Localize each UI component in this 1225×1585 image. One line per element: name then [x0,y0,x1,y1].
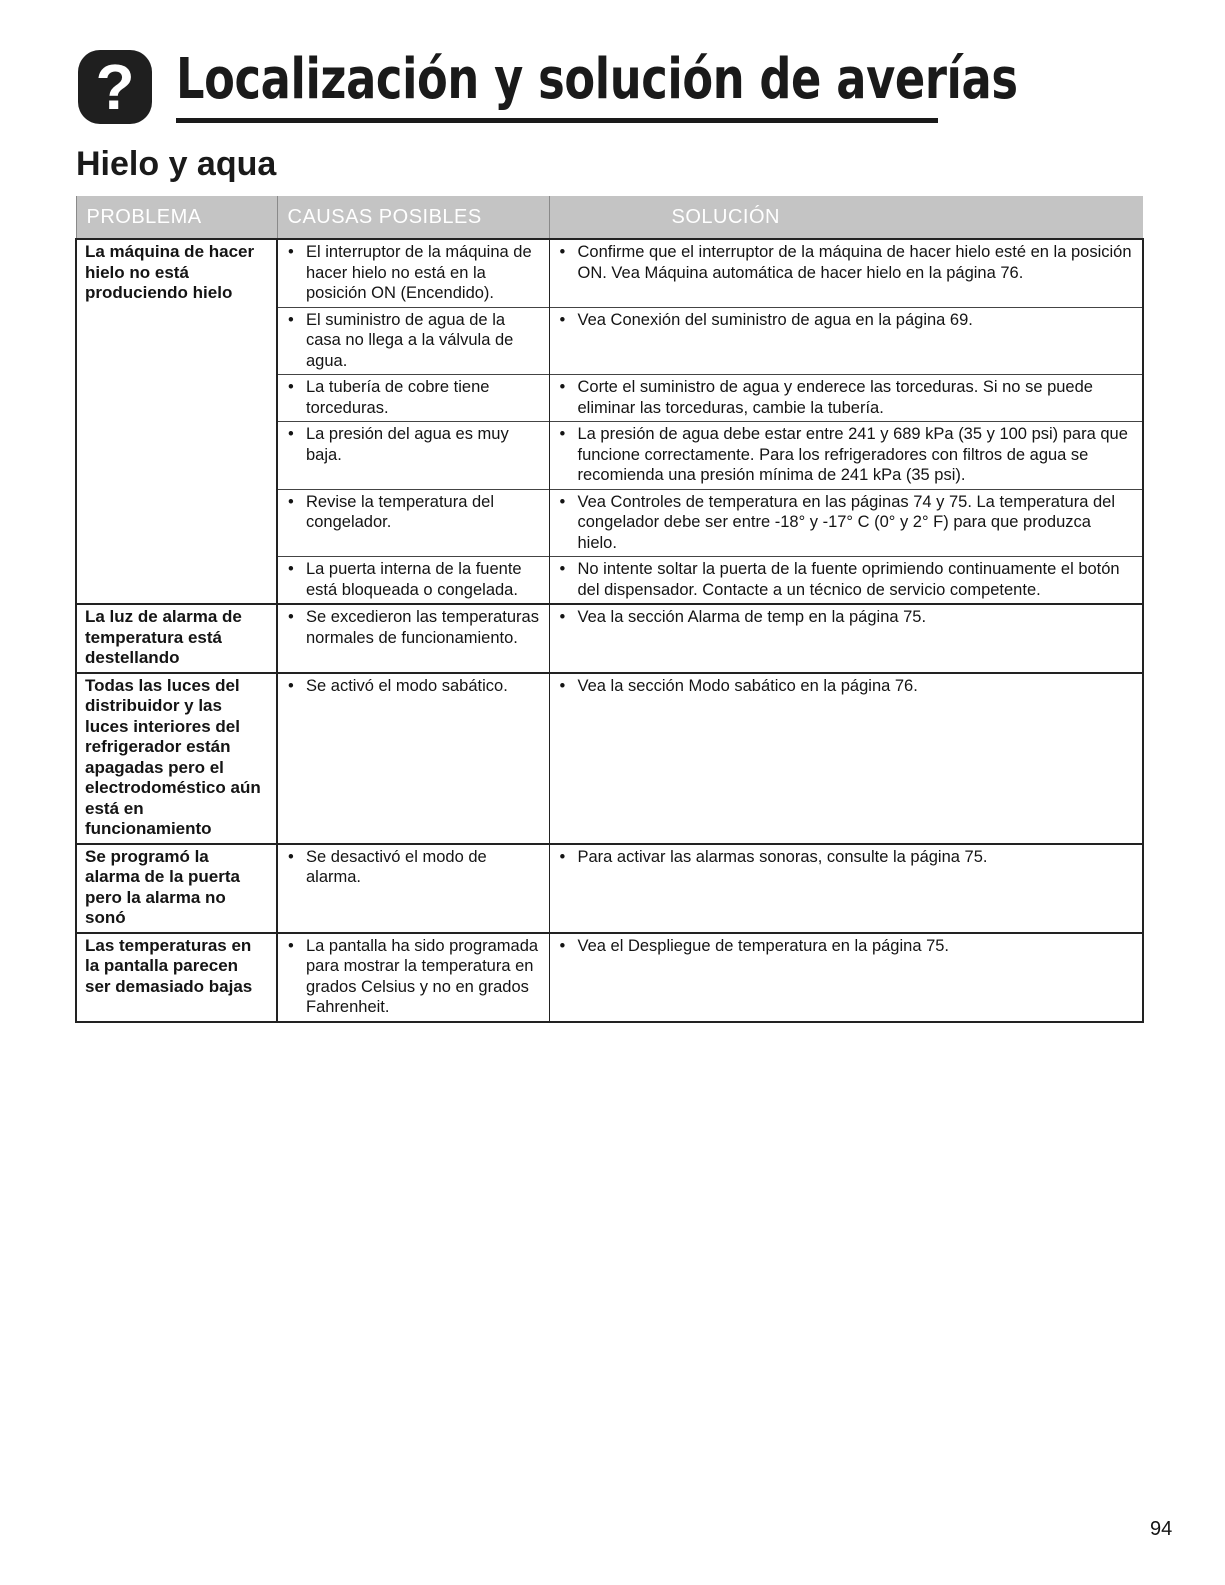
bullet: • [288,243,294,261]
bullet: • [288,608,294,626]
cause-cell [277,844,549,933]
bullet: • [559,378,566,396]
solution-text: Vea la sección Modo sabático en la página 76. [577,676,918,695]
bullet: • [288,310,294,329]
cause-text: Se activó el modo sabático. [306,676,508,695]
table-row [76,933,1143,1022]
solution-text: La presión de agua debe estar entre 241 y 689 kPa (35 y 100 psi) para que funcione correctamente. Para los refrigeradores con filtros de agua se recomienda una presión mínima de 241 kPa (35 psi). [577,425,1128,484]
cause-text: Se excedieron las temperaturas normales de funcionamiento. [306,608,539,647]
solution-text: No intente soltar la puerta de la fuente oprimiendo continuamente el botón del dispensador. Contacte a un técnico de servicio competente. [577,560,1120,599]
bullet: • [288,847,294,866]
bullet: • [559,492,566,511]
troubleshooting-table [75,196,1144,1023]
problem-cell: La luz de alarma de temperatura está destellando [76,604,277,673]
section-title: Hielo y aqua [76,145,277,183]
cause-cell [277,673,549,844]
bullet: • [288,676,294,695]
header-problem: PROBLEMA [76,196,277,239]
page-title: Localización y solución de averías [176,47,1018,112]
bullet: • [288,560,294,578]
cause-text: Revise la temperatura del congelador. [306,492,495,531]
bullet: • [559,310,566,329]
solution-cell [549,933,1143,1022]
title-underline [176,118,938,123]
solution-cell [549,239,1143,307]
bullet: • [559,425,566,443]
problem-cell: Todas las luces del distribuidor y las luces interiores del refrigerador están apagadas pero el electrodoméstico aún está en funcionamiento [76,673,277,844]
header-causes: CAUSAS POSIBLES [277,196,549,239]
cause-cell [277,307,549,375]
table-row [76,239,1143,307]
page-number: 94 [1150,1518,1173,1540]
solution-cell [549,604,1143,673]
solution-cell [549,307,1143,375]
cause-cell [277,557,549,605]
solution-text: Vea el Despliegue de temperatura en la página 75. [577,936,950,955]
cause-cell [277,933,549,1022]
bullet: • [559,243,566,261]
table-row [76,673,1143,844]
bullet: • [288,425,294,443]
problem-cell: Se programó la alarma de la puerta pero la alarma no sonó [76,844,277,933]
solution-cell [549,844,1143,933]
cause-text: Se desactivó el modo de alarma. [306,847,487,886]
problem-cell: La máquina de hacer hielo no está produciendo hielo [76,239,277,604]
cause-cell [277,489,549,557]
page-header [78,40,1018,130]
bullet: • [559,676,566,695]
bullet: • [559,560,566,578]
bullet: • [559,847,566,866]
header-solution: SOLUCIÓN [549,196,1143,239]
solution-text: Corte el suministro de agua y enderece las torceduras. Si no se puede eliminar las torceduras, cambie la tubería. [577,378,1093,417]
bullet: • [559,936,566,955]
solution-cell [549,673,1143,844]
solution-text: Vea Controles de temperatura en las páginas 74 y 75. La temperatura del congelador debe ser entre -18° y -17° C (0° y 2° F) para que produzca hielo. [577,492,1116,552]
problem-cell: Las temperaturas en la pantalla parecen ser demasiado bajas [76,933,277,1022]
solution-cell [549,422,1143,490]
cause-cell [277,604,549,673]
solution-text: Para activar las alarmas sonoras, consulte la página 75. [577,847,988,866]
cause-text: El interruptor de la máquina de hacer hielo no está en la posición ON (Encendido). [306,243,532,302]
solution-cell [549,557,1143,605]
table-row [76,844,1143,933]
cause-text: La presión del agua es muy baja. [306,425,509,464]
solution-text: Vea Conexión del suministro de agua en la página 69. [577,310,973,329]
cause-text: La pantalla ha sido programada para mostrar la temperatura en grados Celsius y no en grados Fahrenheit. [306,936,539,1016]
solution-cell [549,375,1143,422]
cause-text: La tubería de cobre tiene torceduras. [306,378,490,417]
solution-cell [549,489,1143,557]
cause-text: El suministro de agua de la casa no llega a la válvula de agua. [306,310,514,370]
cause-cell [277,422,549,490]
cause-cell [277,239,549,307]
cause-text: La puerta interna de la fuente está bloqueada o congelada. [306,560,522,599]
solution-text: Confirme que el interruptor de la máquina de hacer hielo esté en la posición ON. Vea Máquina automática de hacer hielo en la página 76. [577,243,1132,282]
bullet: • [559,608,566,626]
bullet: • [288,936,294,955]
bullet: • [288,378,294,396]
table-row [76,604,1143,673]
bullet: • [288,492,294,511]
question-mark-icon: ? [78,50,152,124]
table-header-row [76,196,1143,239]
cause-cell [277,375,549,422]
solution-text: Vea la sección Alarma de temp en la página 75. [577,608,927,626]
